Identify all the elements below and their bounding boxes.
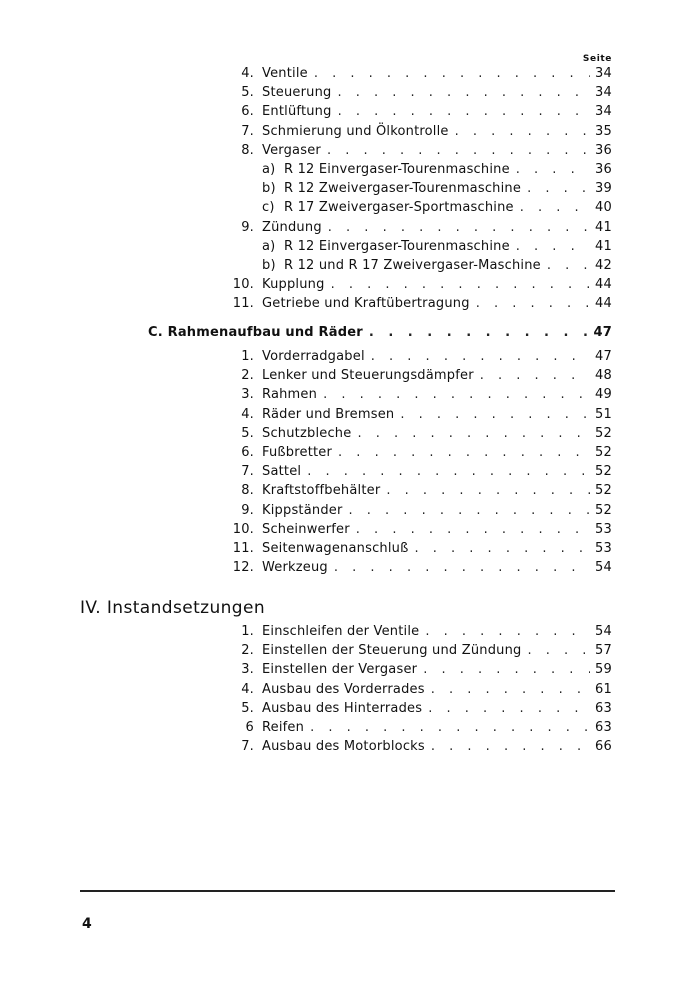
toc-leader-dots [431, 682, 590, 697]
section-c-heading [148, 325, 612, 344]
toc-entry-letter: a) [262, 162, 276, 177]
toc-entry-label: R 12 Zweivergaser-Tourenmaschine [284, 181, 522, 197]
toc-entry [226, 682, 612, 701]
toc-entry-label: Vorderradgabel [262, 349, 365, 364]
toc-entry-label: R 12 Einvergaser-Tourenmaschine [284, 162, 510, 177]
toc-entry-label: Fußbretter [262, 445, 333, 460]
toc-entry-letter: a) [262, 238, 276, 254]
toc-leader-dots [323, 387, 590, 402]
toc-entry-page: 59 [595, 662, 612, 678]
toc-entry-page: 63 [595, 700, 612, 716]
toc-entry-number: 5. [241, 85, 254, 101]
toc-entry [226, 124, 612, 143]
toc-entry-page: 57 [595, 643, 612, 659]
toc-entry [226, 143, 612, 162]
toc-entry-label: Kippständer [262, 502, 343, 518]
toc-leader-dots [337, 85, 590, 100]
toc-leader-dots [328, 220, 590, 235]
toc-entry-label: Steuerung [262, 85, 332, 101]
toc-leader-dots [307, 464, 590, 479]
toc-entry-number: 6. [241, 104, 254, 120]
toc-entry-number: 10. [232, 521, 254, 537]
page-number: 4 [82, 916, 92, 932]
toc-entry [226, 104, 612, 123]
toc-entry-label: Rahmen [262, 387, 318, 403]
toc-entry-letter: c) [262, 200, 275, 216]
toc-entry-number: 5. [241, 700, 254, 716]
toc-entry-number: 3. [241, 662, 254, 678]
toc-entry-letter: b) [262, 181, 276, 197]
toc-entry-label: Einstellen der Vergaser [262, 662, 418, 678]
toc-entry-label: Ausbau des Hinterrades [262, 700, 423, 716]
toc-entry [262, 258, 612, 277]
toc-entry-page: 52 [595, 445, 612, 460]
toc-leader-dots [386, 483, 590, 498]
toc-leader-dots [425, 624, 590, 639]
toc-entry [262, 181, 612, 200]
toc-entry-number: 12. [232, 560, 254, 576]
toc-leader-dots [356, 522, 590, 537]
toc-entry-label: Räder und Bremsen [262, 406, 395, 422]
toc-leader-dots [357, 426, 590, 441]
toc-entry [226, 407, 612, 426]
toc-entry-number: 1. [241, 624, 254, 639]
toc-entry [262, 239, 612, 258]
toc-entry-number: 9. [241, 502, 254, 518]
toc-leader-dots [520, 200, 590, 215]
toc-entry-page: 66 [595, 739, 612, 755]
toc-entry-page: 54 [595, 624, 612, 639]
toc-leader-dots [371, 349, 590, 364]
toc-entry [226, 483, 612, 502]
toc-entry-page: 47 [595, 349, 612, 364]
toc-entry-label: Zündung [262, 219, 322, 235]
toc-entry-label: R 12 und R 17 Zweivergaser-Maschine [284, 258, 541, 273]
toc-entry-page: 34 [595, 66, 612, 81]
toc-entry-page: 47 [593, 325, 612, 340]
toc-entry [226, 701, 612, 720]
toc-entry-label: Lenker und Steuerungsdämpfer [262, 368, 474, 384]
toc-entry [226, 426, 612, 445]
toc-entry-number: 1. [241, 349, 254, 364]
toc-leader-dots [338, 445, 590, 460]
toc-entry-page: 34 [595, 104, 612, 120]
toc-entry-number: 4. [241, 406, 254, 422]
toc-entry-page: 49 [595, 387, 612, 403]
toc-entry-page: 34 [595, 85, 612, 101]
toc-entry-number: 2. [241, 643, 254, 659]
toc-entry [226, 66, 612, 85]
toc-entry [226, 277, 612, 296]
toc-entry-label: Kupplung [262, 277, 325, 293]
toc-entry-number: 7. [241, 123, 254, 139]
toc-entry-label: Schmierung und Ölkontrolle [262, 123, 449, 139]
toc-entry-page: 52 [595, 464, 612, 480]
toc-entry-page: 40 [595, 200, 612, 216]
toc-entry-page: 36 [595, 142, 612, 158]
toc-entry [226, 464, 612, 483]
toc-entry-label: Einschleifen der Ventile [262, 624, 420, 639]
toc-entry [226, 739, 612, 758]
toc-entry [226, 560, 612, 579]
toc-entry-page: 42 [595, 258, 612, 273]
section-iv-title: IV. Instandsetzungen [80, 598, 266, 618]
toc-entry [262, 200, 612, 219]
toc-entry-page: 36 [595, 162, 612, 177]
toc-entry-page: 48 [595, 368, 612, 384]
toc-entry-label: Scheinwerfer [262, 521, 350, 537]
toc-entry-page: 54 [595, 560, 612, 576]
toc-entry-page: 51 [595, 406, 612, 422]
toc-entry [226, 720, 612, 739]
toc-leader-dots [547, 258, 590, 273]
toc-entry [226, 296, 612, 315]
toc-entry-number: 3. [241, 387, 254, 403]
toc-entry-number: 6 [245, 720, 254, 735]
toc-entry-page: 39 [595, 181, 612, 197]
toc-entry-page: 44 [595, 296, 612, 312]
toc-leader-dots [423, 662, 590, 677]
toc-entry-page: 41 [595, 238, 612, 254]
toc-entry-label: R 12 Einvergaser-Tourenmaschine [284, 238, 510, 254]
toc-entry-number: 4. [241, 681, 254, 697]
toc-entry-label: Schutzbleche [262, 425, 352, 441]
toc-entry-label: Getriebe und Kraftübertragung [262, 296, 470, 312]
toc-entry-label: Werkzeug [262, 560, 328, 576]
toc-leader-dots [400, 407, 590, 422]
toc-entry-label: Seitenwagenanschluß [262, 541, 409, 556]
toc-entry [226, 85, 612, 104]
toc-entry-number: 5. [241, 425, 254, 441]
toc-entry [226, 445, 612, 464]
toc-entry-page: 53 [595, 541, 612, 556]
toc-entry-label: Einstellen der Steuerung und Zündung [262, 643, 522, 659]
toc-entry-label: Ventile [262, 66, 308, 81]
toc-entry-page: 35 [595, 123, 612, 139]
toc-leader-dots [415, 541, 591, 556]
toc-entry-page: 41 [595, 219, 612, 235]
toc-entry-number: 8. [241, 483, 254, 499]
toc-entry-page: 52 [595, 502, 612, 518]
toc-entry-label: Vergaser [262, 142, 321, 158]
toc-entry-number: 11. [232, 541, 254, 556]
toc-leader-dots [516, 162, 590, 177]
toc-leader-dots [431, 739, 590, 754]
toc-entry-label: C. Rahmenaufbau und Räder [148, 325, 363, 340]
toc-entry-number: 7. [241, 464, 254, 480]
toc-entry [226, 503, 612, 522]
toc-entry-number: 4. [241, 66, 254, 81]
toc-leader-dots [476, 296, 590, 311]
toc-entry-label: Entlüftung [262, 104, 332, 120]
toc-entry-label: Sattel [262, 464, 302, 480]
toc-entry [226, 220, 612, 239]
toc-entry-page: 52 [595, 425, 612, 441]
toc-entry [226, 349, 612, 368]
toc-leader-dots [455, 124, 590, 139]
toc-entry-number: 9. [241, 219, 254, 235]
toc-entry [226, 624, 612, 643]
toc-entry [226, 522, 612, 541]
toc-entry [226, 541, 612, 560]
toc-leader-dots [334, 560, 590, 575]
toc-leader-dots [527, 181, 590, 196]
seite-column-header: Seite [582, 54, 612, 64]
toc-entry-label: Ausbau des Motorblocks [262, 739, 425, 755]
toc-entry-number: 8. [241, 142, 254, 158]
toc-leader-dots [314, 66, 590, 81]
toc-entry-number: 11. [232, 296, 254, 312]
toc-entry-page: 53 [595, 521, 612, 537]
toc-entry-page: 63 [595, 720, 612, 735]
toc-leader-dots [338, 104, 590, 119]
toc-entry [226, 387, 612, 406]
toc-entry-label: Ausbau des Vorderrades [262, 681, 425, 697]
toc-leader-dots [310, 720, 590, 735]
toc-leader-dots [331, 277, 590, 292]
toc-leader-dots [516, 239, 590, 254]
toc-leader-dots [480, 368, 590, 383]
toc-entry-page: 61 [595, 681, 612, 697]
toc-entry-label: R 17 Zweivergaser-Sportmaschine [284, 200, 514, 216]
toc-entry-label: Kraftstoffbehälter [262, 483, 381, 499]
toc-entry-number: 7. [241, 739, 254, 755]
footer-rule [80, 890, 615, 892]
toc-entry-number: 10. [232, 277, 254, 293]
toc-leader-dots [349, 503, 590, 518]
toc-entry [262, 162, 612, 181]
toc-leader-dots [327, 143, 590, 158]
toc-entry-label: Reifen [262, 720, 305, 735]
toc-entry-page: 44 [595, 277, 612, 293]
toc-entry-number: 2. [241, 368, 254, 384]
toc-entry-letter: b) [262, 258, 276, 273]
toc-entry-number: 6. [241, 445, 254, 460]
toc-leader-dots [369, 325, 590, 340]
toc-entry-page: 52 [595, 483, 612, 499]
toc-leader-dots [428, 701, 590, 716]
toc-leader-dots [527, 643, 590, 658]
toc-entry [226, 368, 612, 387]
toc-entry [226, 643, 612, 662]
toc-entry [226, 662, 612, 681]
